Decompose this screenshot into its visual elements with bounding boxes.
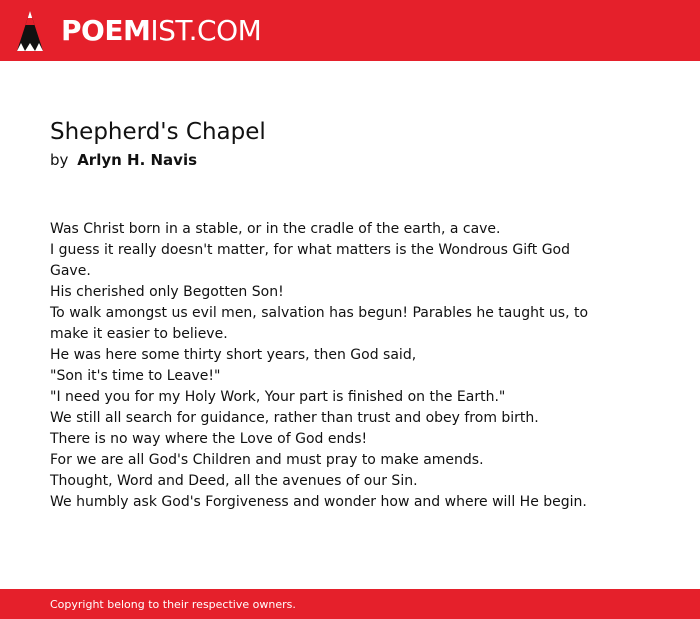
author-name: Arlyn H. Navis — [77, 151, 198, 169]
site-logo-link[interactable] — [15, 8, 261, 54]
byline — [50, 150, 610, 170]
poem-line: Was Christ born in a stable, or in the cradle of the earth, a cave. — [50, 221, 501, 237]
poem-body — [50, 219, 610, 513]
poem-line: We still all search for guidance, rather than trust and obey from birth. — [50, 410, 539, 426]
poem-line: Thought, Word and Deed, all the avenues of our Sin. — [50, 473, 418, 489]
poem-title: Shepherd's Chapel — [50, 119, 266, 145]
pencil-icon — [15, 9, 45, 53]
poem-line: I guess it really doesn't matter, for what matters is the Wondrous Gift God Gave. — [50, 242, 571, 279]
poem-line: His cherished only Begotten Son! — [50, 284, 284, 300]
site-header — [0, 0, 700, 61]
site-footer — [0, 589, 700, 619]
poem-line: There is no way where the Love of God ends! — [50, 431, 368, 447]
poem-line: We humbly ask God's Forgiveness and wonder how and where will He begin. — [50, 494, 587, 510]
byline-prefix: by — [50, 151, 69, 169]
poem-line: For we are all God's Children and must pray to make amends. — [50, 452, 484, 468]
poem-heading — [50, 117, 610, 170]
site-logo-text — [61, 14, 262, 47]
poem-line: To walk amongst us evil men, salvation has begun! Parables he taught us, to make it easier to believe. — [50, 305, 589, 342]
logo-bold-part: POEM — [61, 14, 151, 47]
logo-light-part: IST.COM — [150, 14, 262, 47]
poem-line: "I need you for my Holy Work, Your part is finished on the Earth." — [50, 389, 506, 405]
poem-line: "Son it's time to Leave!" — [50, 368, 221, 384]
poem-line: He was here some thirty short years, then God said, — [50, 347, 417, 363]
copyright-notice: Copyright belong to their respective owners. — [50, 598, 296, 611]
